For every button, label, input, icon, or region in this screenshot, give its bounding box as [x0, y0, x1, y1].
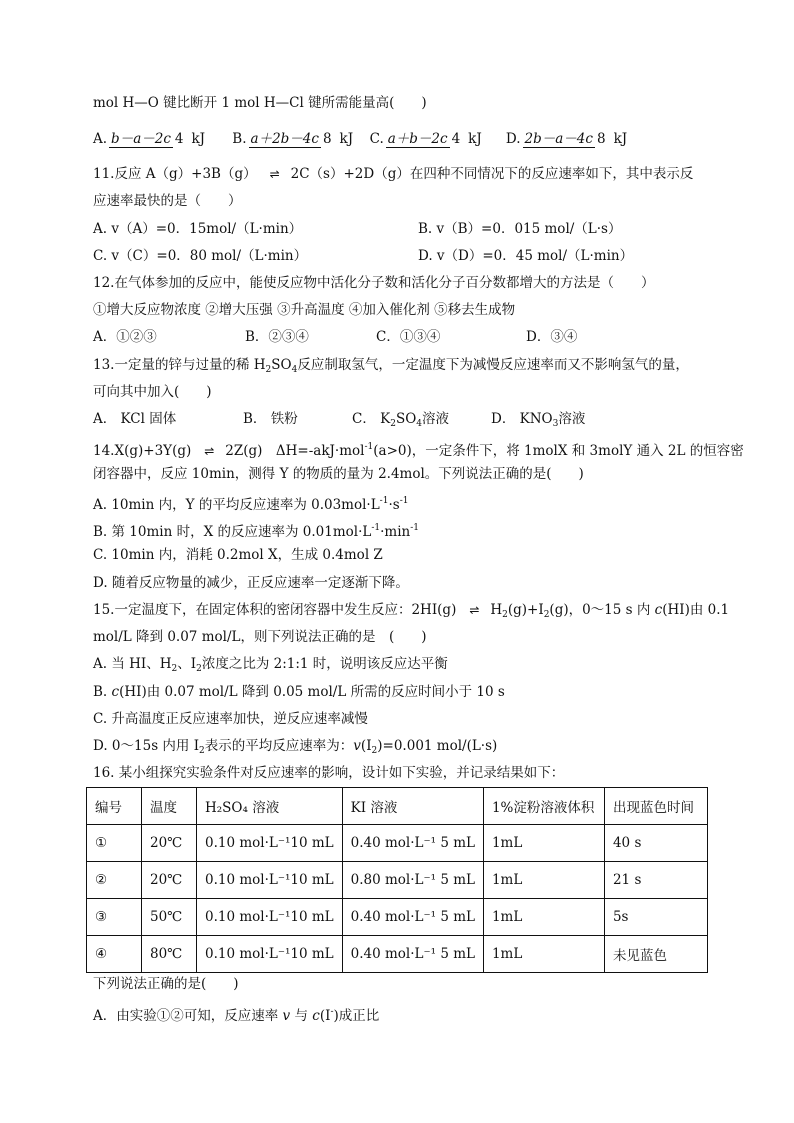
q10-option-c[interactable]: C. a＋b－2c 4 kJ — [369, 130, 482, 147]
equilibrium-arrow-icon: ⇌ — [204, 444, 213, 458]
q14-option-c[interactable]: C. 10min 内，消耗 0.2mol X，生成 0.4mol Z — [93, 547, 383, 563]
fraction: b－a－2c 4 — [111, 130, 184, 147]
table-row — [87, 862, 708, 899]
q15-stem-line2: mol/L 降到 0.07 mol/L，则下列说法正确的是 ( ) — [93, 629, 427, 645]
q12-option-b[interactable]: B．②③④ — [245, 329, 309, 345]
q14-stem-line1: 14.X(g)+3Y(g) ⇌ 2Z(g) ΔH=-akJ·mol$^{-1}$(a>0)，一定条件下，将 1molX 和 3molY 通入 2L 的恒容密 — [93, 442, 744, 459]
table-header-row — [87, 788, 708, 825]
table-cell: 5s — [604, 899, 707, 936]
table-cell: 20℃ — [142, 825, 197, 862]
q14-stem-line2: 闭容器中，反应 10min，测得 Y 的物质的量为 2.4mol。下列说法正确的是( ) — [93, 466, 584, 482]
table-row — [87, 825, 708, 862]
q11-option-d[interactable]: D. v（D）=0．45 mol/（L·min） — [418, 248, 634, 264]
q10-stem: mol H—O 键比断开 1 mol H—Cl 键所需能量高( ) — [93, 95, 427, 111]
q16-stem: 16. 某小组探究实验条件对反应速率的影响，设计如下实验，并记录结果如下： — [93, 765, 565, 781]
q12-option-d[interactable]: D．③④ — [526, 329, 578, 345]
table-cell: 0.40 mol·L⁻¹ 5 mL — [342, 825, 483, 862]
table-cell: 50℃ — [142, 899, 197, 936]
table-cell: 未见蓝色 — [604, 936, 707, 973]
q15-stem-line1: 15.一定温度下，在固定体积的密闭容器中发生反应：2HI(g) ⇌ $H_2(g)+I_2(g)$，0～15 s 内 c(HI)由 0.1 — [93, 602, 730, 620]
q13-option-b[interactable]: B． 铁粉 — [243, 411, 298, 427]
q16-option-a[interactable]: A．由实验①②可知，反应速率 v 与 c(I-)成正比 — [93, 1007, 380, 1024]
table-cell: 20℃ — [142, 862, 197, 899]
fraction: a＋2b－4c 8 — [250, 130, 332, 147]
q12-option-a[interactable]: A．①②③ — [93, 329, 157, 345]
table-header-cell: 1%淀粉溶液体积 — [483, 788, 604, 825]
q12-option-c[interactable]: C．①③④ — [376, 329, 441, 345]
table-cell: 1mL — [483, 936, 604, 973]
fraction: a＋b－2c 4 — [387, 130, 461, 147]
q13-option-d[interactable]: D． $KNO_3$溶液 — [491, 411, 586, 429]
q13-stem-line2: 可向其中加入( ) — [93, 384, 212, 400]
q11-option-b[interactable]: B. v（B）=0．015 mol/（L·s） — [418, 221, 622, 237]
table-header-cell: 出现蓝色时间 — [604, 788, 707, 825]
q12-items: ①增大反应物浓度 ②增大压强 ③升高温度 ④加入催化剂 ⑤移去生成物 — [93, 302, 516, 318]
table-row — [87, 899, 708, 936]
table-cell: ② — [87, 862, 142, 899]
table-cell: 0.10 mol·L⁻¹10 mL — [197, 862, 343, 899]
table-cell: 80℃ — [142, 936, 197, 973]
table-cell: 1mL — [483, 899, 604, 936]
q15-option-d[interactable]: D. 0～15s 内用 $I_2$表示的平均反应速率为：$v(I_2)=0.001$ mol/(L·s) — [93, 738, 498, 756]
table-header-cell: H₂SO₄ 溶液 — [197, 788, 343, 825]
table-cell: 0.40 mol·L⁻¹ 5 mL — [342, 899, 483, 936]
table-cell: 1mL — [483, 862, 604, 899]
q11-option-c[interactable]: C. v（C）=0．80 mol/（L·min） — [93, 248, 308, 264]
q12-stem: 12.在气体参加的反应中，能使反应物中活化分子数和活化分子百分数都增大的方法是（ ） — [93, 275, 655, 291]
q13-stem: 13.一定量的锌与过量的稀 $H_2SO_4$反应制取氢气，一定温度下为减慢反应速率而又不影响氢气的量， — [93, 357, 689, 375]
q11-stem-line2: 应速率最快的是（ ） — [93, 193, 242, 209]
table-cell: 21 s — [604, 862, 707, 899]
q14-option-b[interactable]: B. 第 10min 时，X 的反应速率为 $0.01mol\cdot L^{-1}\cdot\min^{-1}$ — [93, 523, 420, 540]
equilibrium-arrow-icon: ⇌ — [269, 167, 278, 181]
table-cell: ④ — [87, 936, 142, 973]
q10-option-d[interactable]: D. 2b－a－4c 8 kJ — [505, 130, 628, 147]
q14-option-a[interactable]: A. 10min 内，Y 的平均反应速率为 $0.03mol\cdot L^{-1}\cdot s^{-1}$ — [93, 496, 409, 513]
table-cell: 1mL — [483, 825, 604, 862]
table-cell: 40 s — [604, 825, 707, 862]
q16-prompt: 下列说法正确的是( ) — [93, 976, 239, 992]
table-row — [87, 936, 708, 973]
table-cell: 0.10 mol·L⁻¹10 mL — [197, 899, 343, 936]
q15-option-b[interactable]: B. c(HI)由 0.07 mol/L 降到 0.05 mol/L 所需的反应时间小于 10 s — [93, 684, 505, 700]
table-cell: 0.80 mol·L⁻¹ 5 mL — [342, 862, 483, 899]
q10-option-a[interactable]: A. b－a－2c 4 kJ — [93, 130, 206, 147]
table-header-cell: 温度 — [142, 788, 197, 825]
q11-option-a[interactable]: A. v（A）=0．15mol/（L·min） — [93, 221, 303, 237]
table-cell: ① — [87, 825, 142, 862]
equilibrium-arrow-icon: ⇌ — [469, 603, 478, 617]
q10-options — [93, 122, 627, 156]
q13-option-a[interactable]: A． KCl 固体 — [93, 411, 177, 427]
q15-option-a[interactable]: A. 当 HI、$H_2$、$I_2$浓度之比为 2:1:1 时，说明该反应达平衡 — [93, 656, 448, 674]
table-cell: ③ — [87, 899, 142, 936]
table-cell: 0.10 mol·L⁻¹10 mL — [197, 936, 343, 973]
q14-option-d[interactable]: D. 随着反应物量的减少，正反应速率一定逐渐下降。 — [93, 575, 409, 591]
table-header-cell: 编号 — [87, 788, 142, 825]
table-cell: 0.40 mol·L⁻¹ 5 mL — [342, 936, 483, 973]
q13-option-c[interactable]: C． $K_2SO_4$溶液 — [352, 411, 450, 429]
q10-option-b[interactable]: B. a＋2b－4c 8 kJ — [232, 130, 354, 147]
q15-option-c[interactable]: C. 升高温度正反应速率加快，逆反应速率减慢 — [93, 711, 368, 727]
experiment-table — [86, 787, 708, 973]
table-cell: 0.10 mol·L⁻¹10 mL — [197, 825, 343, 862]
q11-stem-line1: 11.反应 A（g）+3B（g） ⇌ 2C（s）+2D（g）在四种不同情况下的反应速率如下，其中表示反 — [93, 166, 694, 182]
fraction: 2b－a－4c 8 — [524, 130, 606, 147]
table-header-cell: KI 溶液 — [342, 788, 483, 825]
